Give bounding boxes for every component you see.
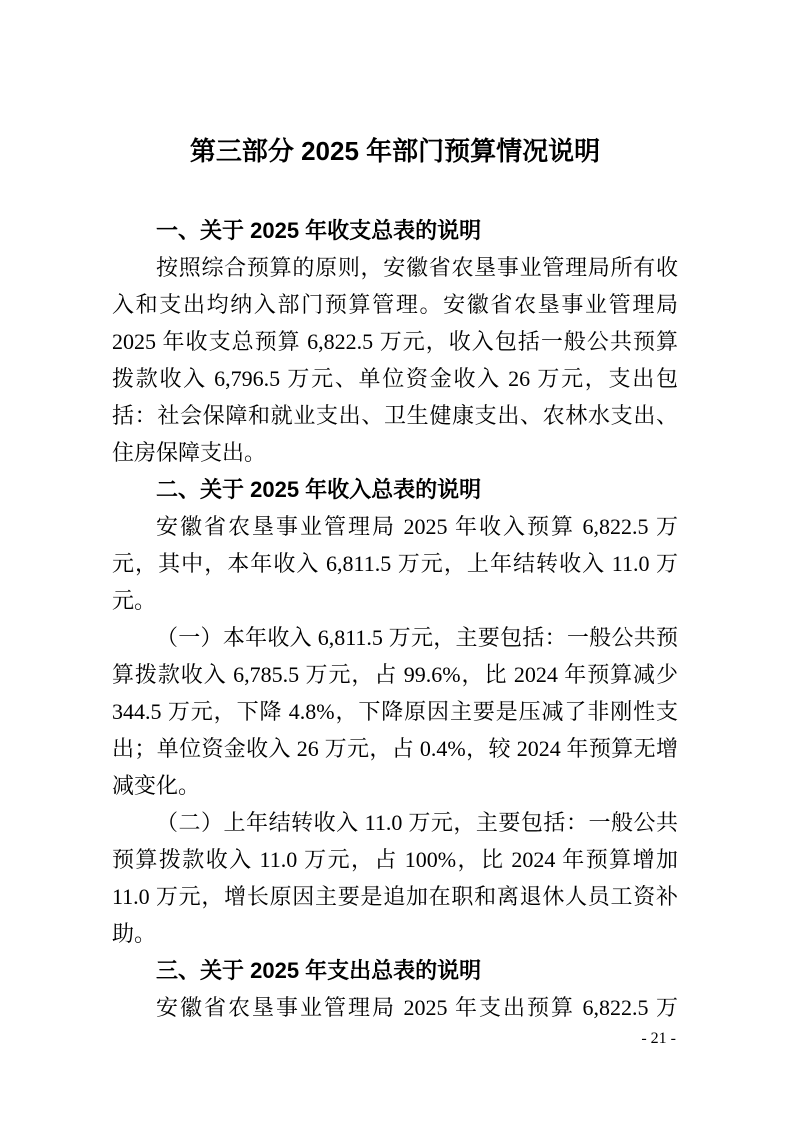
section-heading-2: 二、关于 2025 年收入总表的说明 (156, 477, 482, 502)
section-2-paragraph-3: （二）上年结转收入 11.0 万元，主要包括：一般公共预算拨款收入 11.0 万元，占 100%，比 2024 年预算增加 11.0 万元，增长原因主要是追加在职和离退休人员工资补助。 (112, 810, 678, 946)
section-2-paragraph-2: （一）本年收入 6,811.5 万元，主要包括：一般公共预算拨款收入 6,785.5 万元，占 99.6%，比 2024 年预算减少 344.5 万元，下降 4.8%，下降原因主要是压减了非刚性支出；单位资金收入 26 万元，占 0.4%，较 2024 年预算无增减变化。 (112, 625, 678, 798)
page-number: - 21 - (641, 1030, 676, 1047)
section-heading-3: 三、关于 2025 年支出总表的说明 (156, 958, 482, 983)
section-2-paragraph-1: 安徽省农垦事业管理局 2025 年收入预算 6,822.5 万元，其中，本年收入 6,811.5 万元，上年结转收入 11.0 万元。 (112, 514, 678, 613)
section-3-paragraph-1: 安徽省农垦事业管理局 2025 年支出预算 6,822.5 万 (156, 995, 678, 1020)
section-heading-1: 一、关于 2025 年收支总表的说明 (156, 218, 482, 243)
document-title: 第三部分 2025 年部门预算情况说明 (189, 136, 601, 166)
section-1-paragraph-1: 按照综合预算的原则，安徽省农垦事业管理局所有收入和支出均纳入部门预算管理。安徽省农垦事业管理局 2025 年收支总预算 6,822.5 万元，收入包括一般公共预算拨款收入 6,796.5 万元、单位资金收入 26 万元，支出包括：社会保障和就业支出、卫生健康支出、农林水支出、住房保障支出。 (112, 255, 678, 465)
